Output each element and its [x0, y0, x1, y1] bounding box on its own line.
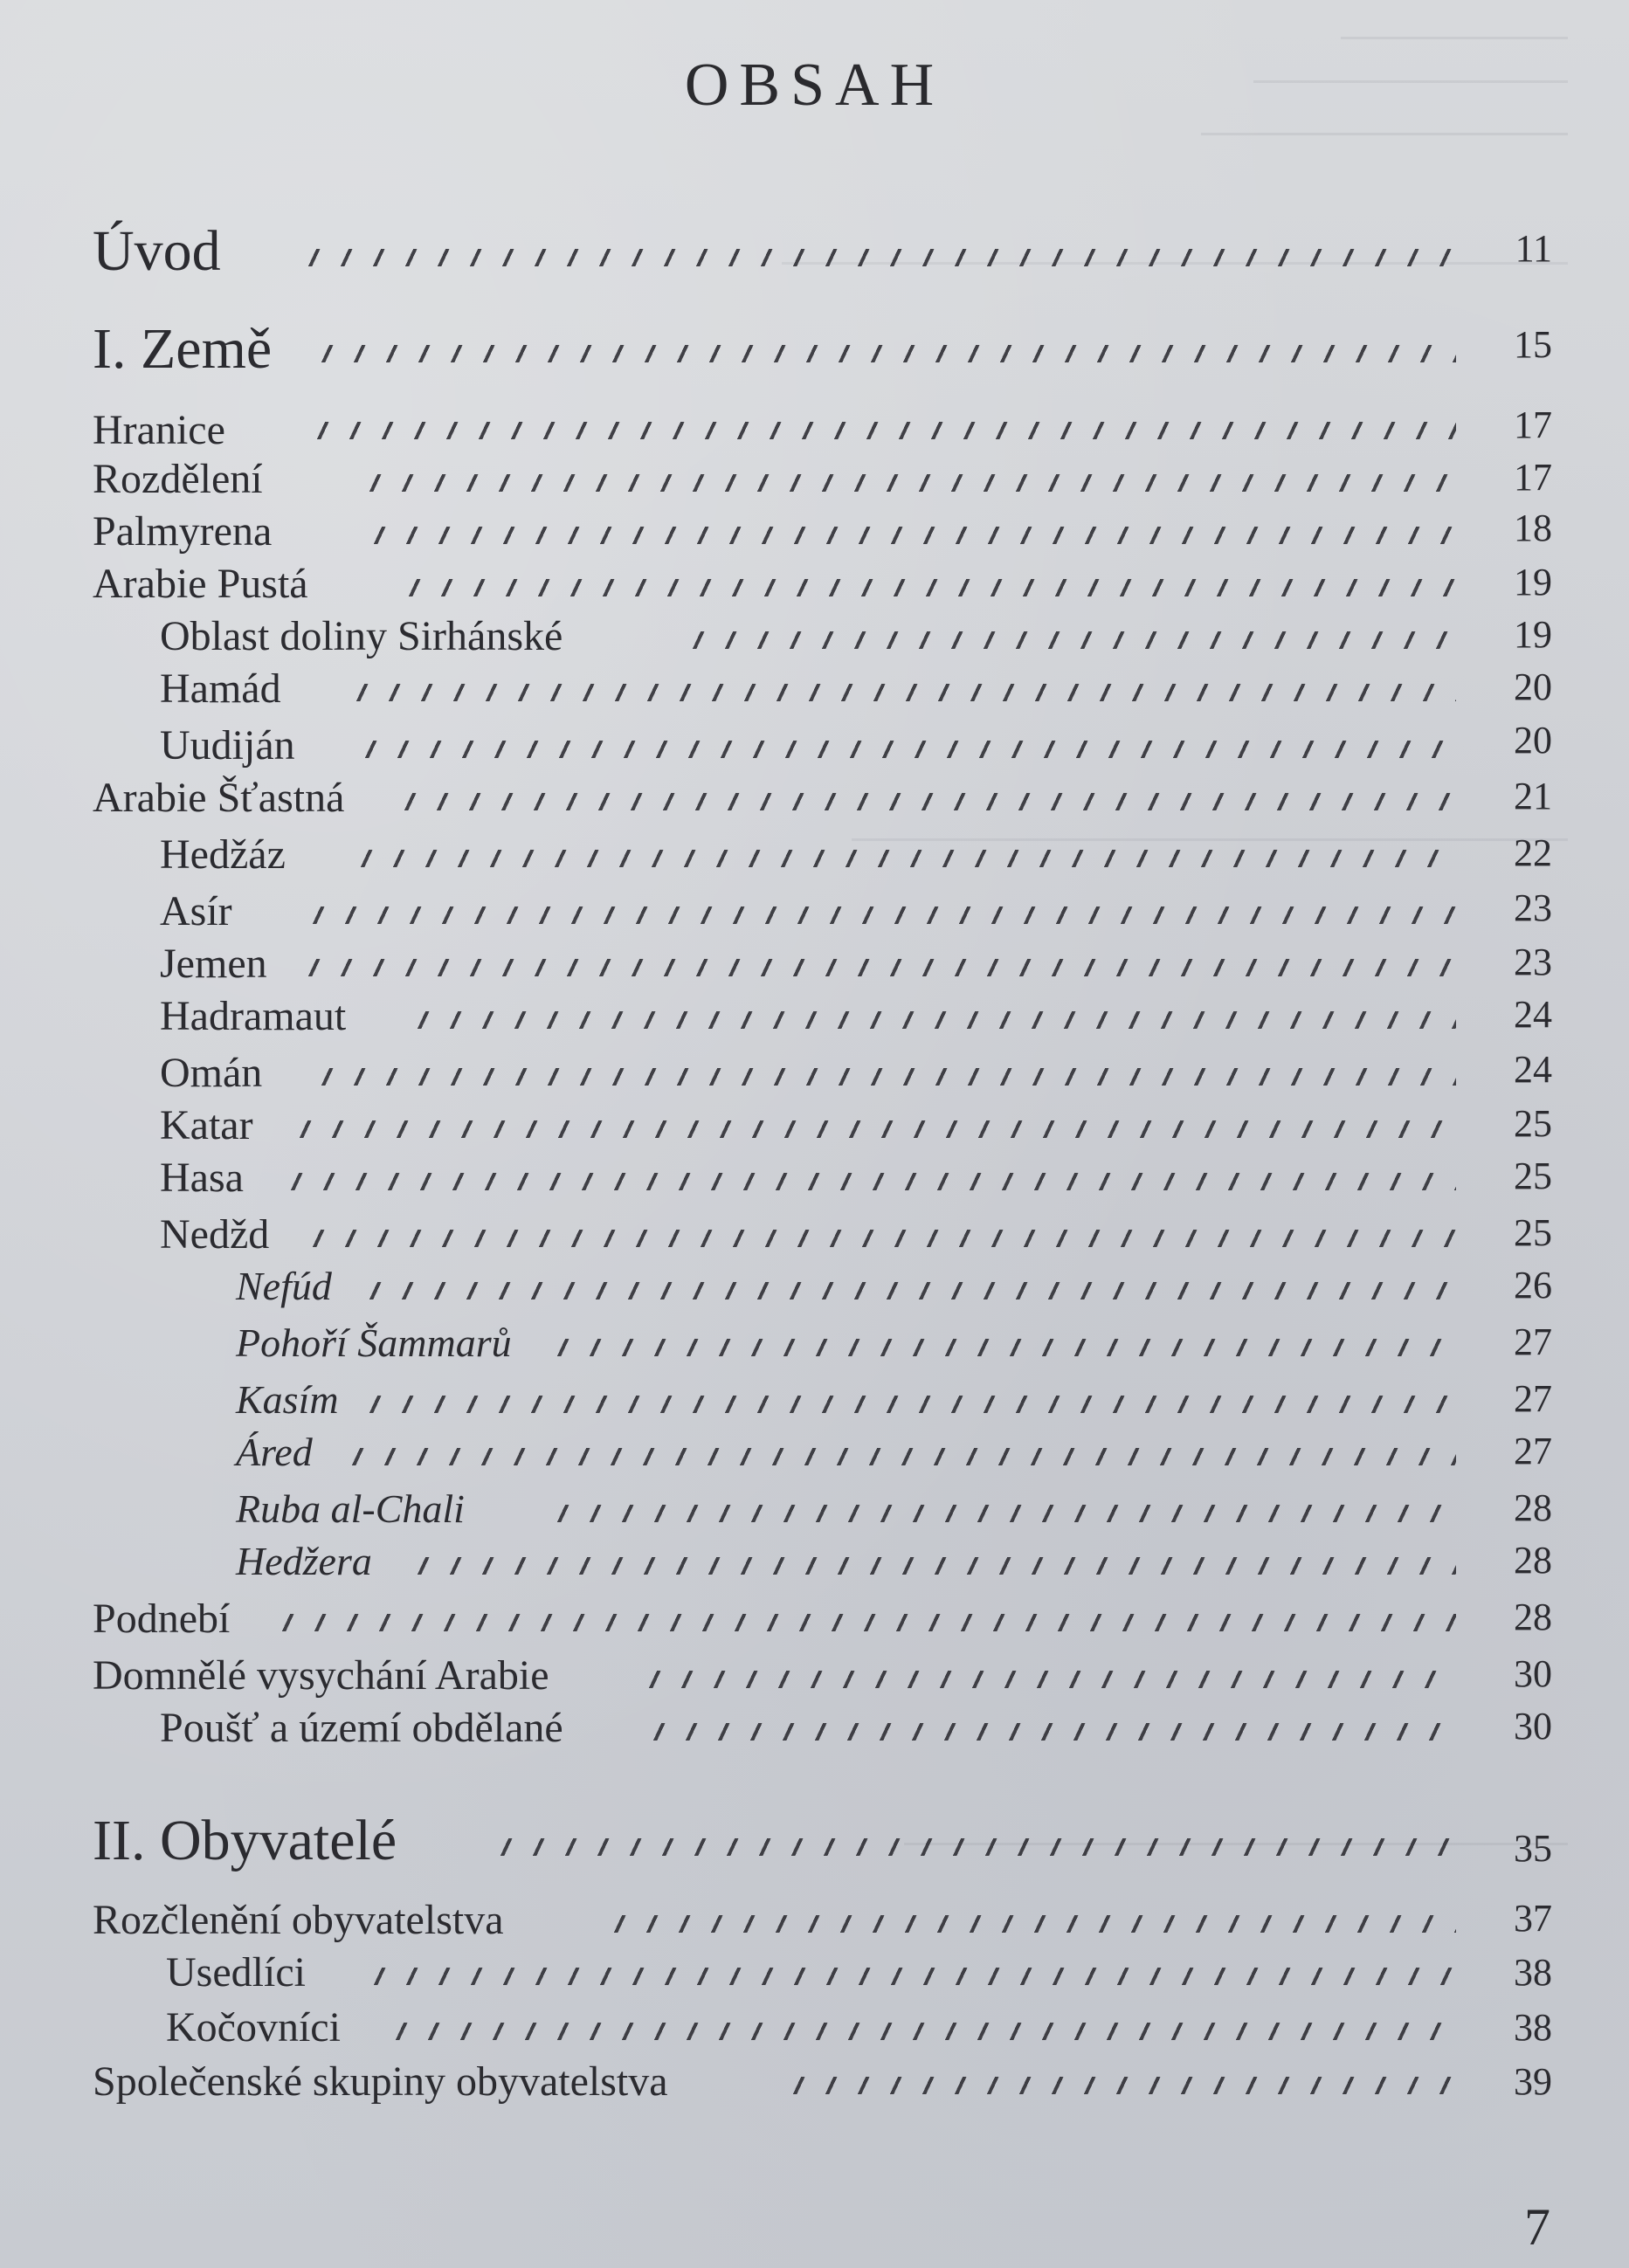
toc-entry [0, 831, 1629, 886]
toc-page-number: 15 [1514, 323, 1552, 366]
toc-entry [0, 1157, 1629, 1210]
toc-page-number: 20 [1514, 665, 1552, 708]
page-number: 7 [1524, 2198, 1550, 2256]
toc-entry-title: Usedlíci [166, 1949, 306, 1996]
toc-entry [0, 665, 1629, 720]
toc-entry-title: Hranice [93, 407, 225, 453]
dot-leader [498, 1838, 1456, 1856]
toc-entry-title: Úvod [93, 219, 221, 283]
dot-leader [310, 907, 1456, 924]
dot-leader [415, 1557, 1456, 1575]
toc-page-number: 38 [1514, 2006, 1552, 2049]
toc-entry [0, 1899, 1629, 1952]
toc-entry-title: Katar [160, 1102, 253, 1148]
toc-entry [0, 777, 1629, 830]
toc-entry [0, 1652, 1629, 1707]
toc-page-number: 19 [1514, 561, 1552, 603]
toc-page-number: 18 [1514, 507, 1552, 549]
dot-leader [358, 850, 1456, 867]
toc-entry-title: Omán [160, 1050, 263, 1096]
dot-leader [310, 1230, 1456, 1247]
toc-entry [0, 1486, 1629, 1541]
toc-entry [0, 403, 1629, 458]
dot-leader [611, 1915, 1456, 1933]
toc-page-number: 35 [1514, 1827, 1552, 1870]
toc-entry-title: Rozčlenění obyvatelstva [93, 1897, 504, 1943]
toc-page-number: 22 [1514, 831, 1552, 874]
toc-entry-title: Kočovníci [166, 2004, 341, 2051]
dot-leader [393, 2023, 1456, 2040]
toc-page-number: 17 [1514, 456, 1552, 499]
dot-leader [306, 249, 1456, 266]
dot-leader [415, 1011, 1456, 1029]
toc-entry-title: Asír [160, 888, 232, 934]
toc-entry [0, 1707, 1629, 1760]
toc-page-number: 27 [1514, 1320, 1552, 1363]
toc-page-number: 20 [1514, 719, 1552, 762]
toc-entry-title: Kasím [236, 1377, 339, 1422]
toc-page-number: 25 [1514, 1155, 1552, 1197]
dot-leader [297, 1120, 1456, 1138]
toc-page-number: 25 [1514, 1102, 1552, 1145]
toc-entry [0, 1211, 1629, 1266]
toc-page-number: 21 [1514, 775, 1552, 817]
toc-page-number: 28 [1514, 1539, 1552, 1582]
toc-entry [0, 1048, 1629, 1105]
toc-entry [0, 507, 1629, 563]
toc-entry [0, 1598, 1629, 1651]
dot-leader [646, 1671, 1456, 1688]
toc-entry-title: Hamád [160, 665, 281, 712]
toc-page-number: 27 [1514, 1377, 1552, 1420]
toc-entry-title: Uudiján [160, 722, 295, 769]
toc-page-number: 24 [1514, 1048, 1552, 1091]
dot-leader [349, 1448, 1456, 1465]
toc-page-number: 30 [1514, 1705, 1552, 1748]
dot-leader [367, 1282, 1456, 1299]
dot-leader [371, 527, 1456, 544]
dot-leader [690, 631, 1456, 649]
toc-entry [0, 563, 1629, 616]
toc-page-number: 37 [1514, 1897, 1552, 1940]
toc-entry-title: Áred [236, 1430, 313, 1474]
toc-page-number: 27 [1514, 1430, 1552, 1472]
toc-entry-title: Hedžera [236, 1539, 372, 1583]
dot-leader [354, 684, 1456, 701]
toc-entry-title: Hasa [160, 1155, 244, 1201]
toc-entry [0, 1102, 1629, 1157]
toc-entry-title: Nefúd [236, 1264, 332, 1308]
toc-entry [0, 1377, 1629, 1432]
dot-leader [406, 579, 1456, 596]
toc-entry [0, 2058, 1629, 2113]
toc-entry-title: Rozdělení [93, 456, 263, 502]
toc-entry-title: Hedžáz [160, 831, 286, 878]
toc-page-number: 26 [1514, 1264, 1552, 1306]
dot-leader [651, 1723, 1456, 1741]
toc-entry [0, 219, 1629, 283]
toc-entry-title: Poušť a území obdělané [160, 1705, 563, 1751]
toc-entry [0, 1320, 1629, 1375]
toc-page-number: 11 [1515, 227, 1552, 270]
toc-entry-title: Domnělé vysychání Arabie [93, 1652, 549, 1699]
toc-entry-title: Pohoří Šammarů [236, 1320, 512, 1365]
dot-leader [367, 1396, 1456, 1413]
toc-entry-title: Podnebí [93, 1596, 231, 1642]
toc-page-number: 38 [1514, 1951, 1552, 1994]
toc-entry [0, 1432, 1629, 1485]
dot-leader [555, 1505, 1456, 1522]
dot-leader [367, 474, 1456, 492]
dot-leader [371, 1968, 1456, 1985]
toc-entry-title: Společenské skupiny obyvatelstva [93, 2058, 668, 2105]
toc-page-number: 30 [1514, 1652, 1552, 1695]
toc-page-number: 17 [1514, 403, 1552, 446]
toc-entry [0, 1949, 1629, 2004]
dot-leader [306, 959, 1456, 976]
toc-entry [0, 317, 1629, 381]
toc-page-number: 28 [1514, 1596, 1552, 1638]
toc-entry [0, 1266, 1629, 1319]
toc-page-number: 25 [1514, 1211, 1552, 1254]
dot-leader [402, 793, 1456, 810]
toc-entry-title: Nedžd [160, 1211, 270, 1258]
toc-entry [0, 1541, 1629, 1594]
dot-leader [319, 345, 1456, 362]
toc-page-number: 39 [1514, 2060, 1552, 2103]
toc-page-number: 19 [1514, 613, 1552, 656]
toc-entry [0, 886, 1629, 943]
toc-entry [0, 458, 1629, 511]
toc-entry-title: Arabie Šťastná [93, 775, 345, 821]
page-title: OBSAH [684, 52, 945, 119]
toc-entry-title: Palmyrena [93, 508, 273, 555]
toc-page-number: 24 [1514, 993, 1552, 1036]
toc-entry-title: Jemen [160, 941, 267, 987]
dot-leader [555, 1339, 1456, 1356]
dot-leader [288, 1173, 1456, 1190]
toc-entry [0, 943, 1629, 996]
toc-entry [0, 719, 1629, 777]
toc-entry [0, 993, 1629, 1048]
dot-leader [790, 2077, 1456, 2094]
dot-leader [314, 422, 1456, 439]
toc-page-number: 23 [1514, 886, 1552, 929]
toc-entry-title: Ruba al-Chali [236, 1486, 465, 1531]
toc-entry-title: I. Země [93, 317, 273, 381]
dot-leader [319, 1068, 1456, 1086]
toc-page-number: 23 [1514, 941, 1552, 983]
toc-entry-title: II. Obyvatelé [93, 1809, 397, 1872]
toc-entry [0, 1809, 1629, 1872]
toc-entry [0, 613, 1629, 668]
toc-page-number: 28 [1514, 1486, 1552, 1529]
toc-entry [0, 2004, 1629, 2059]
toc-entry-title: Arabie Pustá [93, 561, 308, 607]
dot-leader [280, 1614, 1456, 1631]
toc-entry-title: Oblast doliny Sirhánské [160, 613, 563, 659]
toc-entry-title: Hadramaut [160, 993, 347, 1039]
dot-leader [362, 741, 1456, 758]
